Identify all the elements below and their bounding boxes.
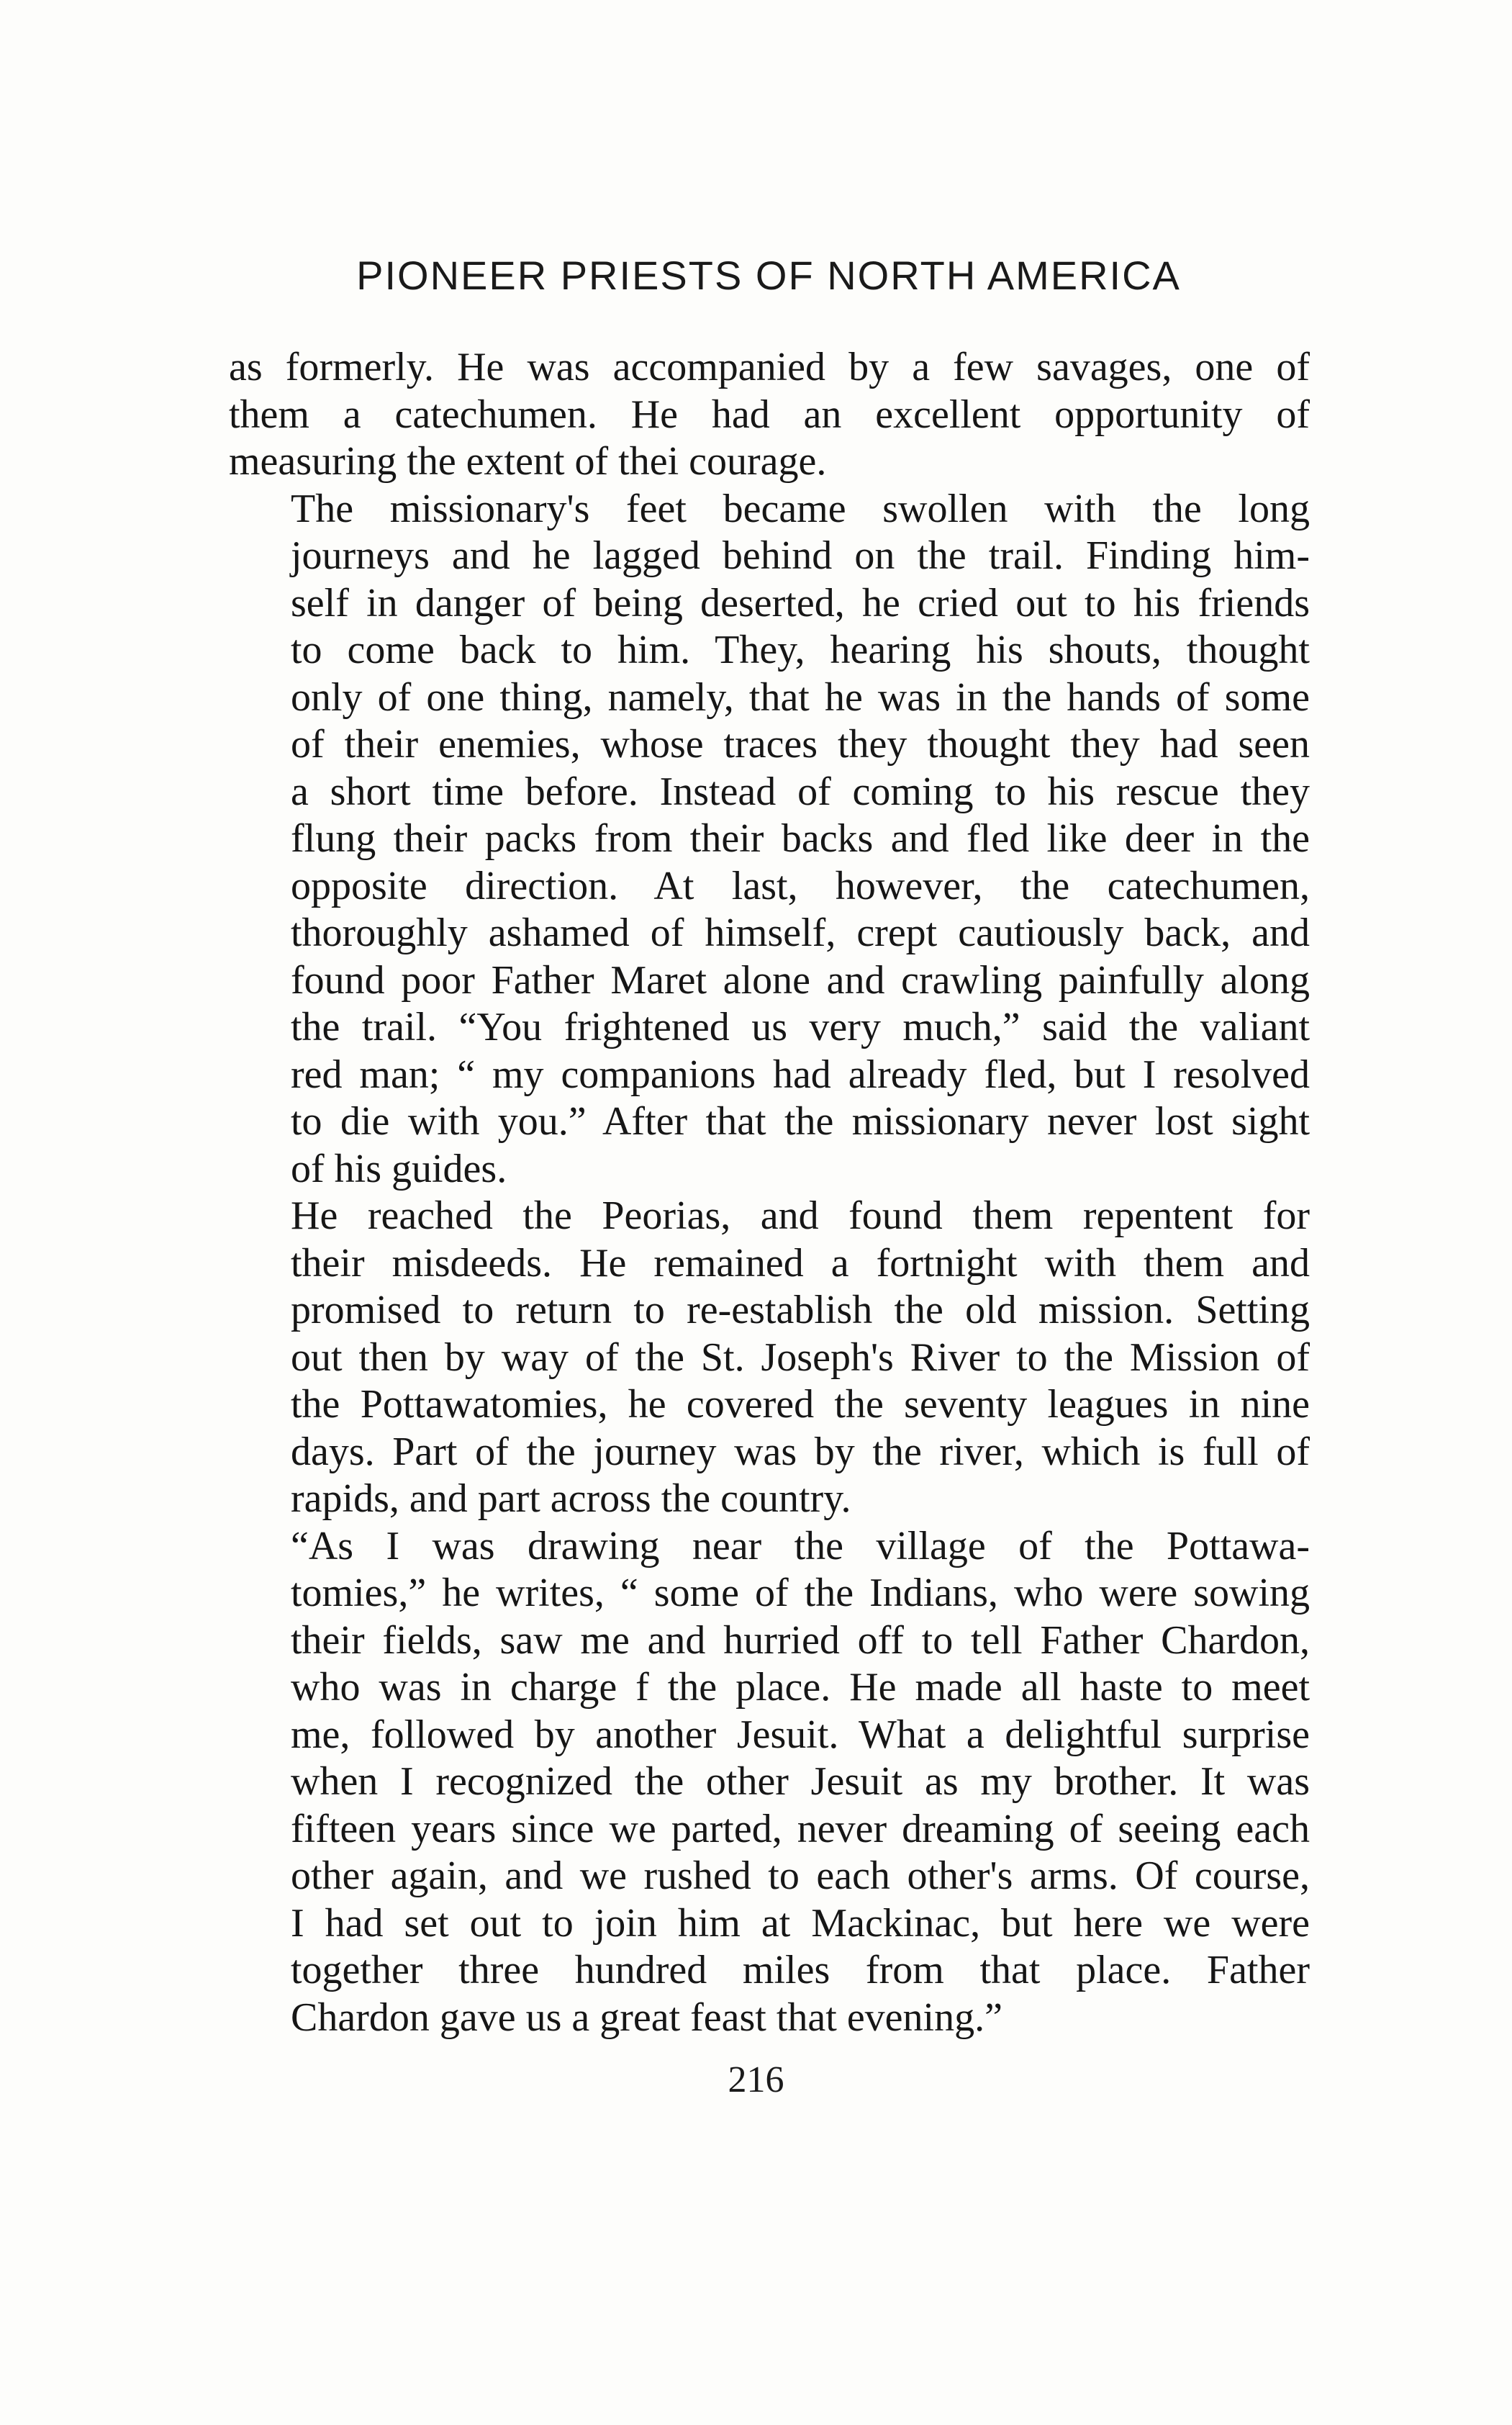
text-line: to come back to him. They, hearing his shouts, thought (291, 628, 1310, 672)
paragraph (229, 1523, 1310, 2042)
paragraph (229, 1193, 1310, 1523)
text-line: days. Part of the journey was by the river, which is full of (291, 1429, 1310, 1474)
text-line: as formerly. He was accompanied by a few savages, one of (229, 345, 1310, 389)
text-line: flung their packs from their backs and fled like deer in the (291, 816, 1310, 861)
text-line: their fields, saw me and hurried off to tell Father Chardon, (291, 1617, 1310, 1663)
text-line: The missionary's feet became swollen with the long (291, 486, 1310, 531)
text-line: only of one thing, namely, that he was in the hands of some (291, 674, 1310, 720)
paragraph (229, 486, 1310, 1193)
text-line: Chardon gave us a great feast that evening.” (291, 1995, 1002, 2040)
text-line: measuring the extent of thei courage. (229, 439, 827, 484)
text-line: who was in charge f the place. He made all haste to meet (291, 1665, 1310, 1710)
text-line: found poor Father Maret alone and crawling painfully along (291, 957, 1310, 1003)
text-line: thoroughly ashamed of himself, crept cautiously back, and (291, 911, 1310, 955)
text-line: fifteen years since we parted, never dreaming of seeing each (291, 1806, 1310, 1851)
text-line: rapids, and part across the country. (291, 1476, 851, 1521)
text-line: out then by way of the St. Joseph's River to the Mission of (291, 1335, 1310, 1380)
text-line: other again, and we rushed to each other's arms. Of course, (291, 1853, 1310, 1898)
text-line: me, followed by another Jesuit. What a delightful surprise (291, 1712, 1310, 1757)
text-line: journeys and he lagged behind on the trail. Finding him- (291, 533, 1310, 578)
text-line: I had set out to join him at Mackinac, but here we were (291, 1900, 1310, 1946)
text-line: the Pottawatomies, he covered the seventy leagues in nine (291, 1382, 1310, 1427)
text-line: the trail. “You frightened us very much,” said the valiant (291, 1005, 1310, 1049)
text-line: their misdeeds. He remained a fortnight with them and (291, 1240, 1310, 1286)
text-line: opposite direction. At last, however, the catechumen, (291, 863, 1310, 908)
text-line: red man; “ my companions had already fled, but I resolved (291, 1052, 1310, 1097)
text-line: a short time before. Instead of coming to his rescue they (291, 769, 1310, 814)
body-text (229, 344, 1310, 2041)
text-line: them a catechumen. He had an excellent opportunity of (229, 392, 1310, 437)
text-line: of their enemies, whose traces they thought they had seen (291, 722, 1310, 767)
page-number: 216 (728, 2059, 784, 2100)
text-line: to die with you.” After that the missionary never lost sight (291, 1099, 1310, 1144)
text-line: He reached the Peorias, and found them repentent for (291, 1193, 1310, 1238)
text-line: together three hundred miles from that place. Father (291, 1948, 1310, 1992)
paragraph (229, 344, 1310, 486)
running-head: PIONEER PRIESTS OF NORTH AMERICA (356, 253, 1181, 298)
text-line: self in danger of being deserted, he cried out to his friends (291, 580, 1310, 626)
text-line: promised to return to re-establish the old mission. Setting (291, 1288, 1310, 1332)
text-line: “As I was drawing near the village of the Pottawa- (291, 1523, 1310, 1568)
text-line: when I recognized the other Jesuit as my brother. It was (291, 1759, 1310, 1804)
text-line: tomies,” he writes, “ some of the Indians, who were sowing (291, 1571, 1310, 1615)
text-line: of his guides. (291, 1146, 507, 1191)
